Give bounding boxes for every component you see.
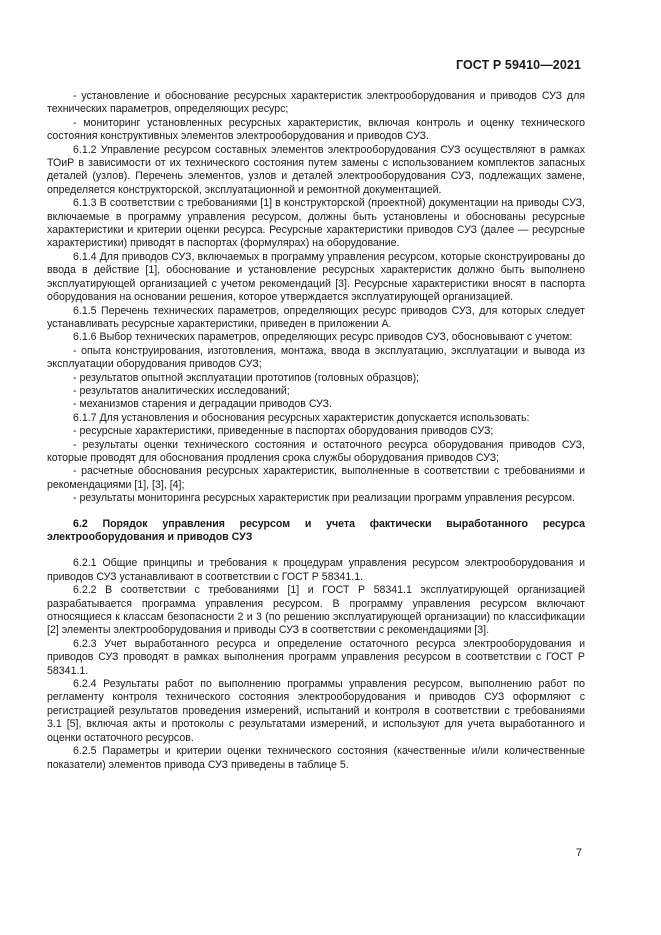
body-paragraph: - расчетные обоснования ресурсных характеристик, выполненные в соответствии с требованиями и рекомендациями [1], [3], [4]; <box>47 465 585 491</box>
body-paragraph: - результаты оценки технического состояния и остаточного ресурса оборудования приводов СУЗ, которые проводят для обоснования продления срока службы оборудования приводов СУЗ; <box>47 438 585 464</box>
body-paragraph: 6.1.2 Управление ресурсом составных элементов электрооборудования СУЗ осуществляют в рамках ТОиР в зависимости от их технического состояния путем замены с использованием комплектов запасных деталей (узлов). Перечень элементов, узлов и деталей электрооборудования СУЗ, подлежащих замене, определяется конструкторской, эксплуатационной и ремонтной документацией. <box>47 143 585 196</box>
body-paragraph: - результатов опытной эксплуатации прототипов (головных образцов); <box>73 371 420 384</box>
body-paragraph: 6.2.4 Результаты работ по выполнению программы управления ресурсом, выполнению работ по регламенту контроля технического состояния электрооборудования и приводов СУЗ оформляют с регистрацией результатов проведения измерений, испытаний и контроля в соответствии с требованиями 3.1 [5], включая акты и протоколы с результатами измерений, и используют для учета выработанного и оценки остаточного ресурсов. <box>47 678 585 744</box>
body-paragraph: 6.1.5 Перечень технических параметров, определяющих ресурс приводов СУЗ, для которых следует устанавливать ресурсные характеристики, приведен в приложении А. <box>47 304 585 330</box>
body-paragraph: 6.1.3 В соответствии с требованиями [1] в конструкторской (проектной) документации на приводы СУЗ, включаемые в программу управления ресурсом, должны быть установлены и обоснованы ресурсные характеристики и критерии оценки ресурса. Ресурсные характеристики приводов СУЗ (далее — ресурсные характеристики) приводят в паспортах (формулярах) на оборудование. <box>47 197 585 250</box>
body-paragraph: 6.1.4 Для приводов СУЗ, включаемых в программу управления ресурсом, которые сконструированы до ввода в действие [1], обоснование и установление ресурсных характеристик должно быть выполнено эксплуатирующей организацией с учетом рекомендаций [3]. Ресурсные характеристики вносят в паспорта оборудования на основании решения, которое утверждается эксплуатирующей организацией. <box>47 250 585 304</box>
body-paragraph: - механизмов старения и деградации приводов СУЗ. <box>73 398 333 411</box>
body-paragraph: - опыта конструирования, изготовления, монтажа, ввода в эксплуатацию, эксплуатации и вывода из эксплуатации оборудования приводов СУЗ; <box>47 344 585 371</box>
body-paragraph: - ресурсные характеристики, приведенные в паспортах оборудования приводов СУЗ; <box>73 425 494 438</box>
page-number: 7 <box>575 847 582 859</box>
document-header-id: ГОСТ Р 59410—2021 <box>455 58 581 72</box>
body-paragraph: 6.1.7 Для установления и обоснования ресурсных характеристик допускается использовать: <box>73 411 530 424</box>
section-heading: 6.2 Порядок управления ресурсом и учета фактически выработанного ресурса электрооборудования и приводов СУЗ <box>47 517 585 543</box>
document-body <box>47 90 585 772</box>
body-paragraph: 6.2.5 Параметры и критерии оценки технического состояния (качественные и/или количественные показатели) элементов привода СУЗ приведены в таблице 5. <box>47 745 585 771</box>
body-paragraph: - результатов аналитических исследований; <box>73 384 290 397</box>
body-paragraph: - мониторинг установленных ресурсных характеристик, включая контроль и оценку технического состояния конструктивных элементов электрооборудования и приводов СУЗ. <box>47 116 585 143</box>
body-paragraph: - результаты мониторинга ресурсных характеристик при реализации программ управления ресурсом. <box>73 492 575 505</box>
body-paragraph: 6.2.1 Общие принципы и требования к процедурам управления ресурсом электрооборудования и приводов СУЗ устанавливают в соответствии с ГОСТ Р 58341.1. <box>47 557 585 583</box>
body-paragraph: 6.2.3 Учет выработанного ресурса и определение остаточного ресурса электрооборудования и приводов СУЗ проводят в рамках выполнения программ управления ресурсом в соответствии с ГОСТ Р 58341.1. <box>47 637 585 677</box>
body-paragraph: 6.1.6 Выбор технических параметров, определяющих ресурс приводов СУЗ, обосновывают с учетом: <box>73 331 573 344</box>
body-paragraph: - установление и обоснование ресурсных характеристик электрооборудования и приводов СУЗ для технических параметров, определяющих ресурс; <box>47 90 585 116</box>
body-paragraph: 6.2.2 В соответствии с требованиями [1] и ГОСТ Р 58341.1 эксплуатирующей организацией разрабатывается программа управления ресурсом. В программу управления ресурсом включают относящиеся к классам безопасности 2 и 3 (по решению эксплуатирующей организации) по классификации [2] элементы электрооборудования и приводы СУЗ в соответствии с рекомендациями [3]. <box>47 584 585 637</box>
